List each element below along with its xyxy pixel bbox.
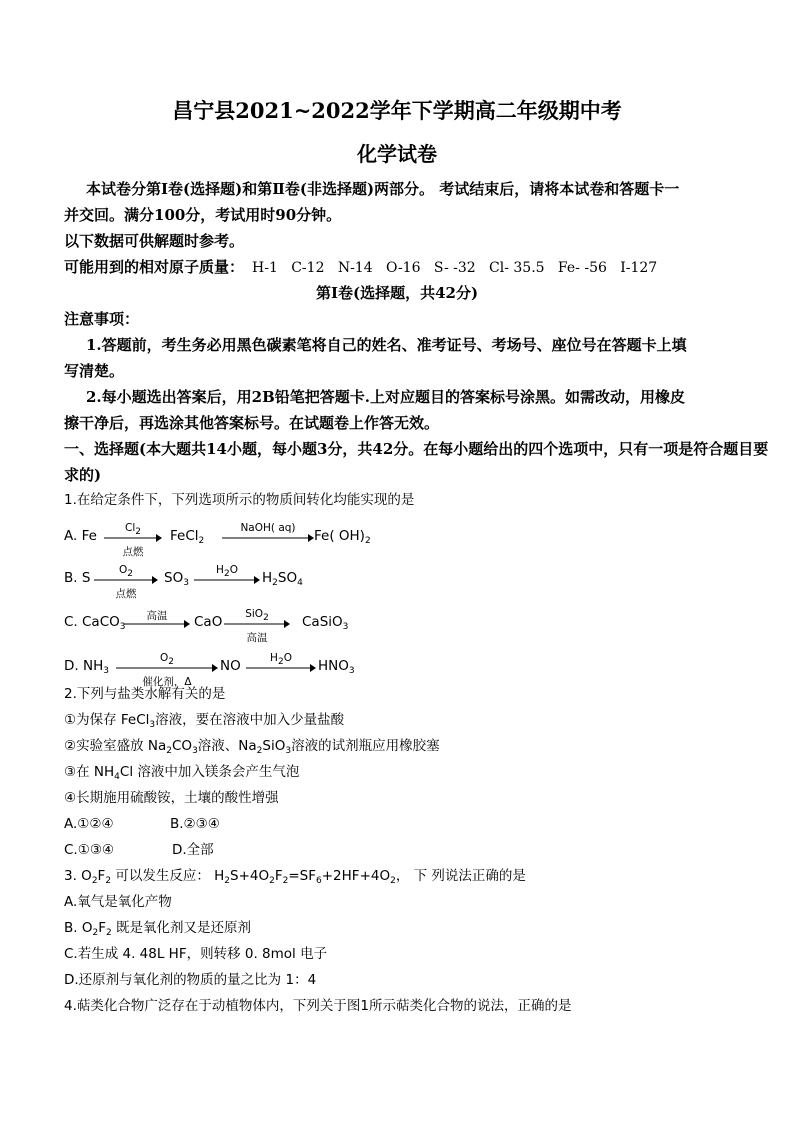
q1-option-a: A. Fe Cl2 点燃 FeCl$_2$ NaOH( aq) Fe( $OH)_2$ [64, 522, 371, 558]
atomic-mass-values: H-1 C-12 N-14 O-16 S- -32 Cl- 35.5 Fe- -56 I-127 [252, 260, 658, 276]
q3-option-a: A.氧气是氧化产物 [64, 894, 172, 910]
q3-stem: 3. $O_2F_2$ 可以发生反应： $H_2S+4O_2F_2=SF_6+2HF+4O_2$， 下 列说法正确的是 [64, 868, 526, 886]
q1b-product: H [262, 570, 273, 586]
intro-line-2: 并交回。满分100分，考试用时90分钟。 [64, 206, 342, 224]
q1c-cao: CaO [194, 614, 223, 630]
notes-heading: 注意事项： [64, 310, 140, 328]
arrow-right-icon [194, 576, 260, 584]
q1-option-b: B. S O2 点燃 $SO_3$ H2O $H_2SO_4$ [64, 564, 303, 600]
note-1-line-2: 写清楚。 [64, 362, 125, 380]
q2-item-1: ①为保存 FeCl$_3$溶液，要在溶液中加入少量盐酸 [64, 712, 345, 730]
atomic-mass-label: 可能用到的相对原子质量： [64, 258, 245, 276]
q1-stem: 1.在给定条件下，下列选项所示的物质间转化均能实现的是 [64, 492, 415, 508]
q1b-so3: SO [164, 570, 184, 586]
note-2-line-2: 擦干净后，再选涂其他答案标号。在试题卷上作答无效。 [64, 414, 440, 432]
q2-item-4: ④长期施用硫酸铵，土壤的酸性增强 [64, 790, 279, 806]
q1d-no: NO [220, 658, 241, 674]
q1-option-d: D. $NH_3$ O2 催化剂，Δ NO H2O $HNO_3$ [64, 652, 355, 688]
atomic-mass-line [64, 258, 657, 277]
q2-option-a: A.①②④ [64, 816, 114, 832]
q1a-label: A. Fe [64, 528, 97, 544]
q2-option-d: D.全部 [172, 842, 214, 858]
q1c-label: C. CaCO [64, 614, 120, 630]
q3-option-b: B. $O_2F_2$ 既是氧化剂又是还原剂 [64, 920, 252, 938]
exam-subtitle: 化学试卷 [357, 142, 437, 166]
q2-option-b: B.②③④ [170, 816, 220, 832]
section-1-heading-line-1: 一、选择题(本大题共14小题，每小题3分，共42分。在每小题给出的四个选项中，只有一项是符合题目要 [64, 440, 769, 458]
q3-option-c: C.若生成 4. 48L HF，则转移 0. 8mol 电子 [64, 946, 328, 962]
q1d-label: D. NH [64, 658, 104, 674]
arrow-right-icon [94, 576, 158, 584]
q1d-product: HNO [318, 658, 349, 674]
section-1-heading-line-2: 求的) [64, 466, 102, 484]
q2-option-c: C.①③④ [64, 842, 115, 858]
exam-title: 昌宁县2021~2022学年下学期高二年级期中考 [172, 98, 622, 123]
arrow-right-icon [222, 534, 314, 542]
arrow-right-icon [246, 664, 316, 672]
q3-option-d: D.还原剂与氧化剂的物质的量之比为 1：4 [64, 972, 317, 988]
q2-item-3: ③在 $NH_4Cl$ 溶液中加入镁条会产生气泡 [64, 764, 300, 782]
arrow-right-icon [104, 534, 162, 542]
q1b-label: B. S [64, 570, 91, 586]
intro-line-1: 本试卷分第Ⅰ卷(选择题)和第Ⅱ卷(非选择题)两部分。 考试结束后，请将本试卷和答题卡一 [86, 180, 680, 198]
q1-option-c: C. CaCO$_3$ 高温 CaO SiO2 高温 CaSiO$_3$ [64, 608, 349, 644]
note-2-line-1: 2.每小题选出答案后，用2B铅笔把答题卡.上对应题目的答案标号涂黑。如需改动，用橡皮 [86, 388, 686, 406]
part1-title: 第Ⅰ卷(选择题，共42分) [315, 284, 479, 302]
intro-line-3: 以下数据可供解题时参考。 [64, 232, 245, 250]
q4-stem: 4.萜类化合物广泛存在于动植物体内，下列关于图1所示萜类化合物的说法，正确的是 [64, 998, 572, 1014]
arrow-right-icon [116, 664, 218, 672]
arrow-right-icon [224, 620, 290, 628]
q2-item-2: ②实验室盛放 $Na_2CO_3$溶液、$Na_2SiO_3$溶液的试剂瓶应用橡胶塞 [64, 738, 440, 756]
q1a-product: Fe( OH) [314, 528, 365, 544]
q1c-product: CaSiO [302, 614, 343, 630]
q1a-fecl2: FeCl [170, 528, 199, 544]
note-1-line-1: 1.答题前，考生务必用黑色碳素笔将自己的姓名、准考证号、考场号、座位号在答题卡上填 [86, 336, 687, 354]
arrow-right-icon [124, 620, 190, 628]
q2-stem: 2.下列与盐类水解有关的是 [64, 686, 226, 702]
